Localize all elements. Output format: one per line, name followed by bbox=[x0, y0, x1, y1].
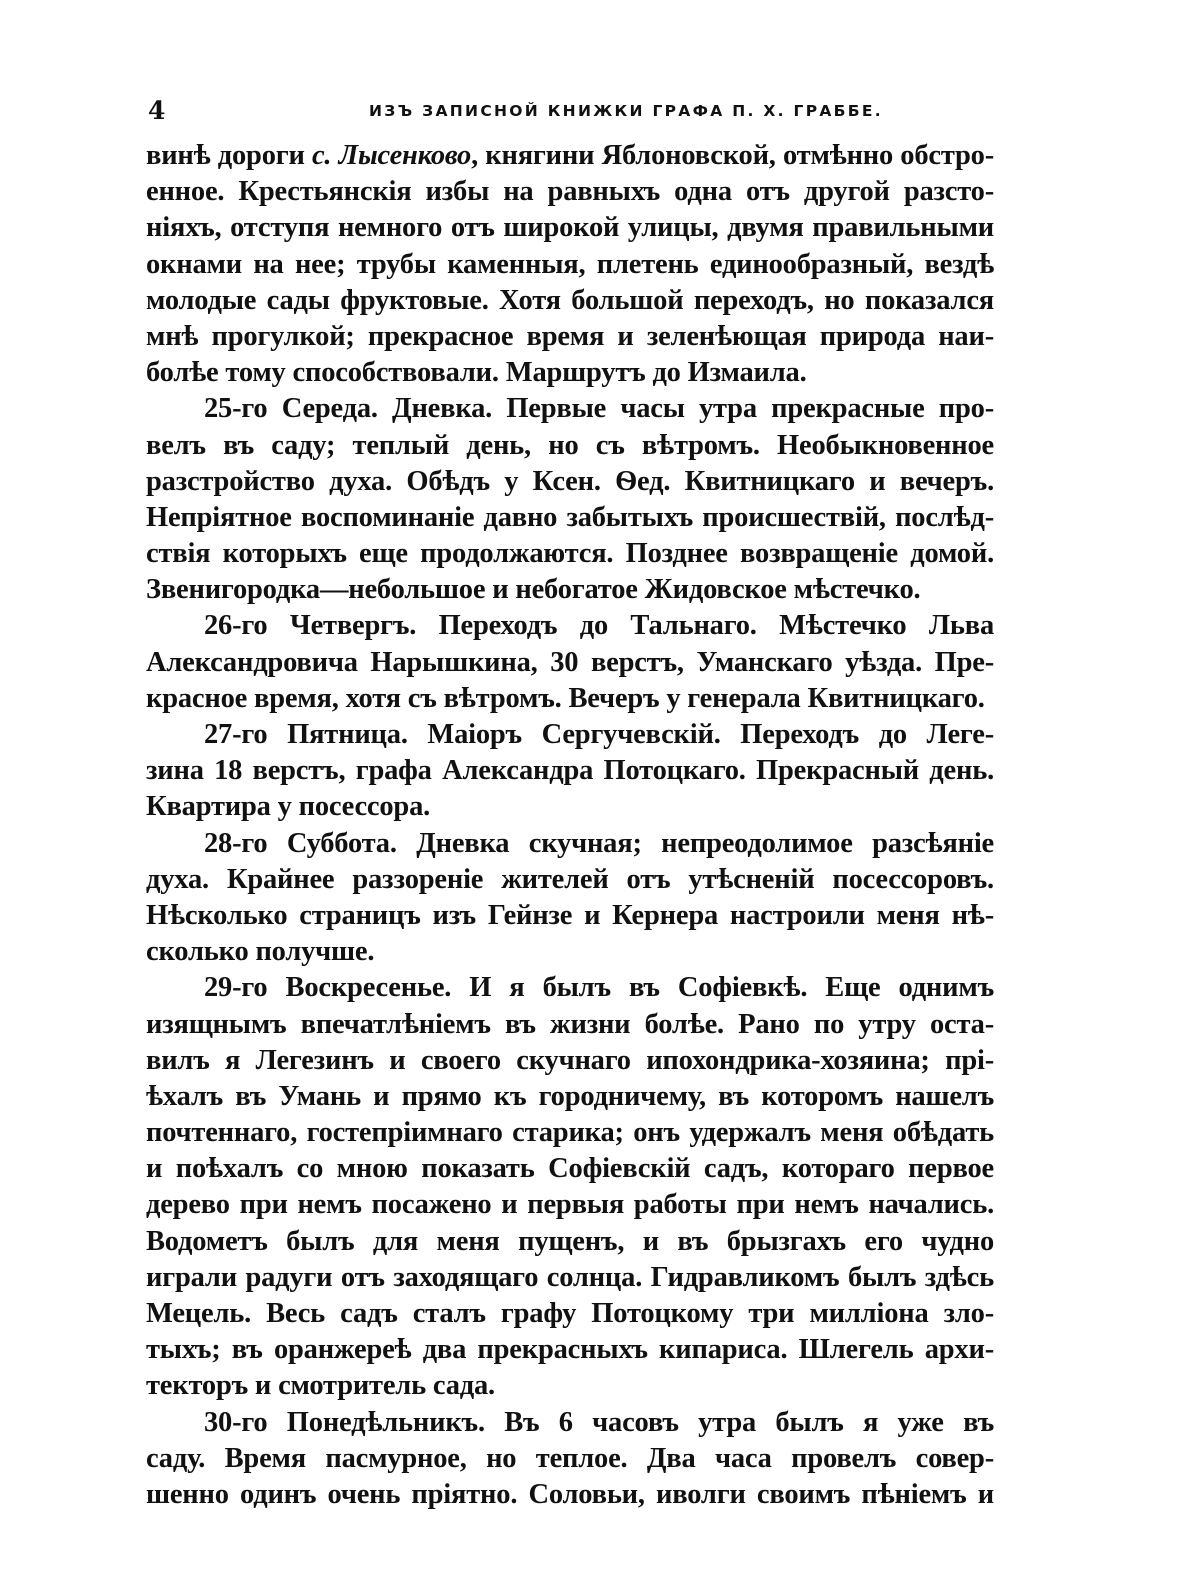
text-line bbox=[146, 1115, 994, 1151]
text-fragment: красное время, хотя съ вѣтромъ. Вечеръ у генерала Квитницкаго. bbox=[146, 682, 985, 714]
text-line bbox=[146, 1477, 994, 1513]
text-fragment: 27-го Пятница. Маіоръ Сергучевскій. Переходъ до Леге- bbox=[204, 719, 994, 750]
text-line bbox=[146, 934, 994, 970]
text-fragment: дерево при немъ посажено и первыя работы при немъ начались. bbox=[146, 1189, 994, 1221]
text-fragment: тыхъ; въ оранжереѣ два прекрасныхъ кипариса. Шлегель архи- bbox=[146, 1334, 994, 1366]
text-line bbox=[146, 464, 994, 500]
text-fragment: Нѣсколько страницъ изъ Гейнзе и Кернера настроили меня нѣ- bbox=[146, 899, 994, 931]
text-fragment: Звенигородка—небольшое и небогатое Жидовское мѣстечко. bbox=[146, 574, 921, 606]
text-line bbox=[146, 355, 994, 391]
text-fragment: ѣхалъ въ Умань и прямо къ городничему, въ которомъ нашелъ bbox=[146, 1080, 994, 1112]
text-fragment: почтеннаго, гостепріимнаго старика; онъ удержалъ меня обѣдать bbox=[146, 1117, 994, 1149]
text-fragment: сколько получше. bbox=[146, 936, 375, 968]
text-fragment: , княгини Яблоновской, отмѣнно обстро- bbox=[471, 140, 994, 171]
text-line bbox=[146, 898, 994, 934]
text-line bbox=[146, 1224, 994, 1260]
text-fragment: текторъ и смотритель сада. bbox=[146, 1370, 495, 1402]
text-fragment: духа. Крайнее раззореніе жителей отъ утѣсненій посессоровъ. bbox=[146, 863, 994, 895]
text-line bbox=[146, 210, 994, 246]
text-fragment: велъ въ саду; теплый день, но съ вѣтромъ. Необыкновенное bbox=[146, 429, 994, 461]
text-line bbox=[146, 572, 994, 608]
text-fragment: болѣе тому способствовали. Маршрутъ до Измаила. bbox=[146, 357, 807, 389]
text-fragment: 30-го Понедѣльникъ. Въ 6 часовъ утра былъ я уже въ bbox=[204, 1406, 994, 1438]
text-line bbox=[146, 500, 994, 536]
text-line bbox=[146, 1187, 994, 1223]
text-line bbox=[146, 138, 994, 174]
text-fragment: мнѣ прогулкой; прекрасное время и зеленѣющая природа наи- bbox=[146, 320, 994, 352]
text-fragment: разстройство духа. Обѣдъ у Ксен. Ѳед. Квитницкаго и вечеръ. bbox=[146, 465, 994, 497]
text-fragment: окнами на нее; трубы каменныя, плетень единообразный, вездѣ bbox=[146, 248, 994, 280]
text-fragment: ствія которыхъ еще продолжаются. Позднее возвращеніе домой. bbox=[146, 538, 994, 570]
text-line bbox=[146, 717, 994, 753]
text-line bbox=[146, 789, 994, 825]
text-fragment: и поѣхалъ со мною показать Софіевскій садъ, котораго первое bbox=[146, 1153, 994, 1185]
text-fragment: Водометъ былъ для меня пущенъ, и въ брызгахъ его чудно bbox=[146, 1225, 994, 1257]
text-line bbox=[146, 1079, 994, 1115]
text-fragment: играли радуги отъ заходящаго солнца. Гидравликомъ былъ здѣсь bbox=[146, 1261, 994, 1293]
text-fragment: Мецель. Весь садъ сталъ графу Потоцкому три милліона зло- bbox=[146, 1298, 994, 1329]
text-line bbox=[146, 753, 994, 789]
text-line bbox=[146, 1296, 994, 1332]
text-line bbox=[146, 645, 994, 681]
text-fragment: изящнымъ впечатлѣніемъ въ жизни болѣе. Рано по утру оста- bbox=[146, 1008, 994, 1040]
italic-text-fragment: с. Лысенково bbox=[311, 140, 472, 171]
text-line bbox=[146, 681, 994, 717]
text-line bbox=[146, 1151, 994, 1187]
text-line bbox=[146, 970, 994, 1006]
text-line bbox=[146, 1405, 994, 1441]
text-line bbox=[146, 826, 994, 862]
text-fragment: Александровича Нарышкина, 30 верстъ, Уманскаго уѣзда. Пре- bbox=[146, 646, 994, 678]
text-fragment: 29-го Воскресенье. И я былъ въ Софіевкѣ. Еще однимъ bbox=[204, 972, 994, 1004]
text-fragment: саду. Время пасмурное, но теплое. Два часа провелъ совер- bbox=[146, 1442, 994, 1474]
text-fragment: шенно одинъ очень пріятно. Соловьи, иволги своимъ пѣніемъ и bbox=[146, 1478, 994, 1510]
text-line bbox=[146, 247, 994, 283]
text-line bbox=[146, 1332, 994, 1368]
text-line bbox=[146, 391, 994, 427]
text-fragment: Непріятное воспоминаніе давно забытыхъ происшествій, послѣд- bbox=[146, 501, 994, 533]
text-line bbox=[146, 1368, 994, 1404]
page-number: 4 bbox=[148, 96, 166, 125]
text-fragment: 25-го Середа. Дневка. Первые часы утра прекрасные про- bbox=[204, 393, 994, 425]
running-title: ИЗЪ ЗАПИСНОЙ КНИЖКИ ГРАФА П. Х. ГРАББЕ. bbox=[369, 102, 883, 120]
text-line bbox=[146, 608, 994, 644]
text-line bbox=[146, 1260, 994, 1296]
text-line bbox=[146, 1007, 994, 1043]
text-fragment: зина 18 верстъ, графа Александра Потоцкаго. Прекрасный день. bbox=[146, 755, 994, 787]
text-line bbox=[146, 536, 994, 572]
text-fragment: ніяхъ, отступя немного отъ широкой улицы, двумя правильными bbox=[146, 212, 994, 244]
text-line bbox=[146, 862, 994, 898]
text-fragment: енное. Крестьянскія избы на равныхъ одна отъ другой разсто- bbox=[146, 176, 994, 208]
text-fragment: 28-го Суббота. Дневка скучная; непреодолимое разсѣяніе bbox=[204, 827, 994, 859]
text-line bbox=[146, 1441, 994, 1477]
text-fragment: Квартира у посессора. bbox=[146, 791, 431, 823]
running-head bbox=[148, 96, 993, 126]
text-fragment: винѣ дороги bbox=[146, 140, 312, 171]
text-fragment: вилъ я Легезинъ и своего скучнаго ипохондрика-хозяина; прі- bbox=[146, 1044, 994, 1076]
text-fragment: молодые сады фруктовые. Хотя большой переходъ, но показался bbox=[146, 284, 994, 316]
text-line bbox=[146, 283, 994, 319]
text-fragment: 26-го Четвергъ. Переходъ до Тальнаго. Мѣстечко Льва bbox=[204, 610, 994, 642]
text-line bbox=[146, 1043, 994, 1079]
text-line bbox=[146, 428, 994, 464]
text-line bbox=[146, 319, 994, 355]
body-text bbox=[146, 138, 994, 1513]
text-line bbox=[146, 174, 994, 210]
